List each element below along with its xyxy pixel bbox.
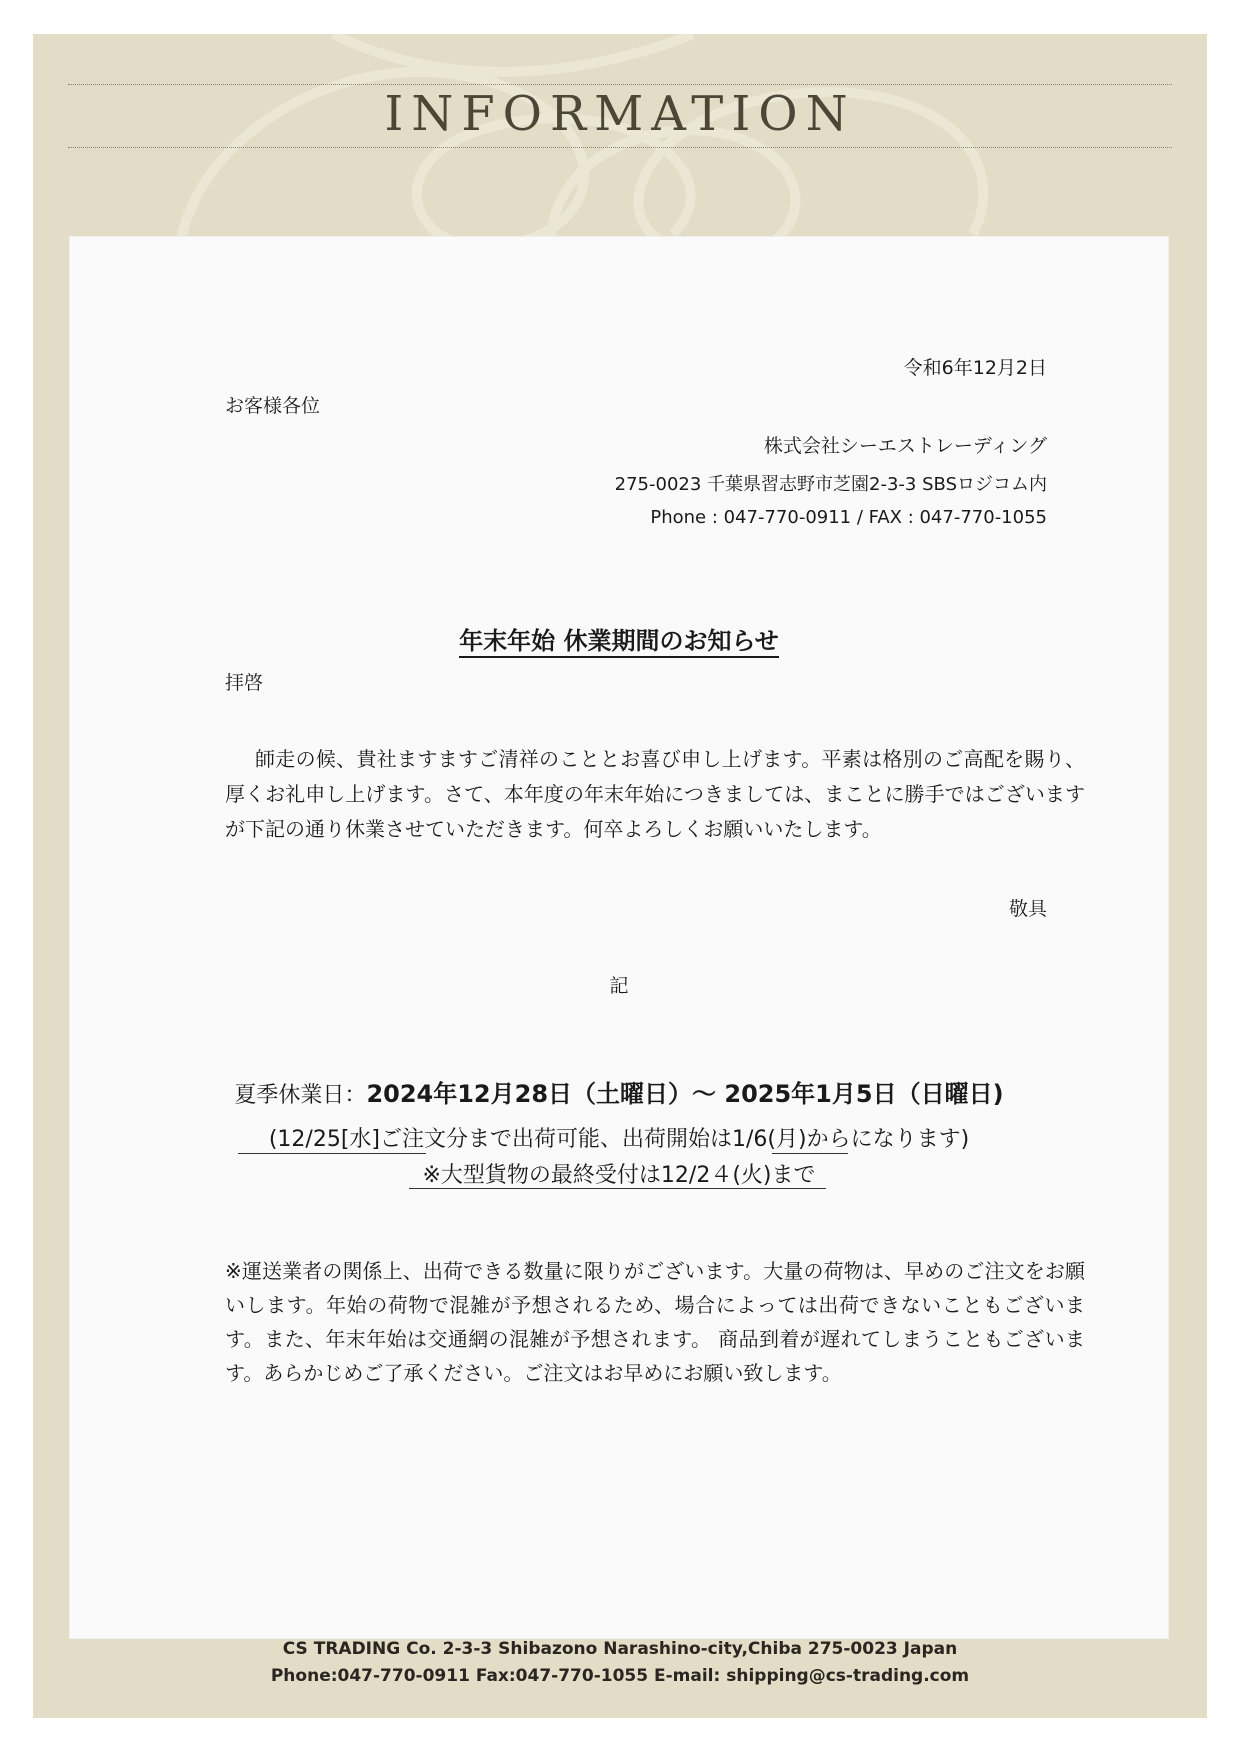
shipping-caution-note: ※運送業者の関係上、出荷できる数量に限りがございます。大量の荷物は、早めのご注文をお願いします。年始の荷物で混雑が予想されるため、場合によっては出荷できないこともございます。また、年末年始は交通網の混雑が予想されます。 商品到着が遅れてしまうこともございます。あらかじめご了承ください。ご注文はお早めにお願い致します。 — [225, 1259, 1085, 1385]
shipping-note: (12/25[水]ご注文分まで出荷可能、出荷開始は1/6(月)からになります) — [268, 1127, 970, 1152]
letterhead-frame — [33, 34, 1207, 1718]
letter-paper — [69, 236, 1169, 1639]
shipping-underline-1 — [238, 1153, 426, 1154]
ki-marker: 記 — [609, 975, 629, 997]
holiday-period: 2024年12月28日（土曜日）～ 2025年1月5日（日曜日) — [366, 1080, 1004, 1108]
holiday-period-line — [69, 1074, 1169, 1109]
letter-body: 師走の候、貴社ますますご清祥のこととお喜び申し上げます。平素は格別のご高配を賜り、厚くお礼申し上げます。さて、本年度の年末年始につきましては、まことに勝手ではございますが下記の通り休業させていただきます。何卒よろしくお願いいたします。 — [225, 747, 1085, 841]
large-cargo-underline — [409, 1188, 826, 1189]
closing-word: 敬具 — [1008, 898, 1047, 920]
header-rule-bottom — [68, 147, 1172, 148]
shipping-underline-2 — [772, 1153, 848, 1154]
letter-date: 令和6年12月2日 — [903, 357, 1047, 379]
footer-company: CS TRADING Co. 2-3-3 Shibazono Narashino-city,Chiba 275-0023 Japan — [282, 1639, 958, 1659]
page-title: INFORMATION — [384, 86, 856, 142]
large-cargo-note: ※大型貨物の最終受付は12/2４(火)まで — [422, 1163, 816, 1188]
notice-title — [69, 621, 1169, 656]
footer-contact: Phone:047-770-0911 Fax:047-770-1055 E-mail: shipping@cs-trading.com — [270, 1666, 970, 1686]
opening-word: 拝啓 — [225, 672, 264, 694]
header-rule-top — [68, 84, 1172, 85]
notice-title-text: 年末年始 休業期間のお知らせ — [459, 627, 779, 658]
salutation: お客様各位 — [225, 395, 321, 417]
sender-phone: Phone : 047-770-0911 / FAX : 047-770-1055 — [650, 507, 1047, 528]
sender-company: 株式会社シーエストレーディング — [763, 435, 1047, 457]
sender-address: 275-0023 千葉県習志野市芝園2-3-3 SBSロジコム内 — [614, 474, 1047, 495]
holiday-label: 夏季休業日： — [234, 1083, 367, 1108]
